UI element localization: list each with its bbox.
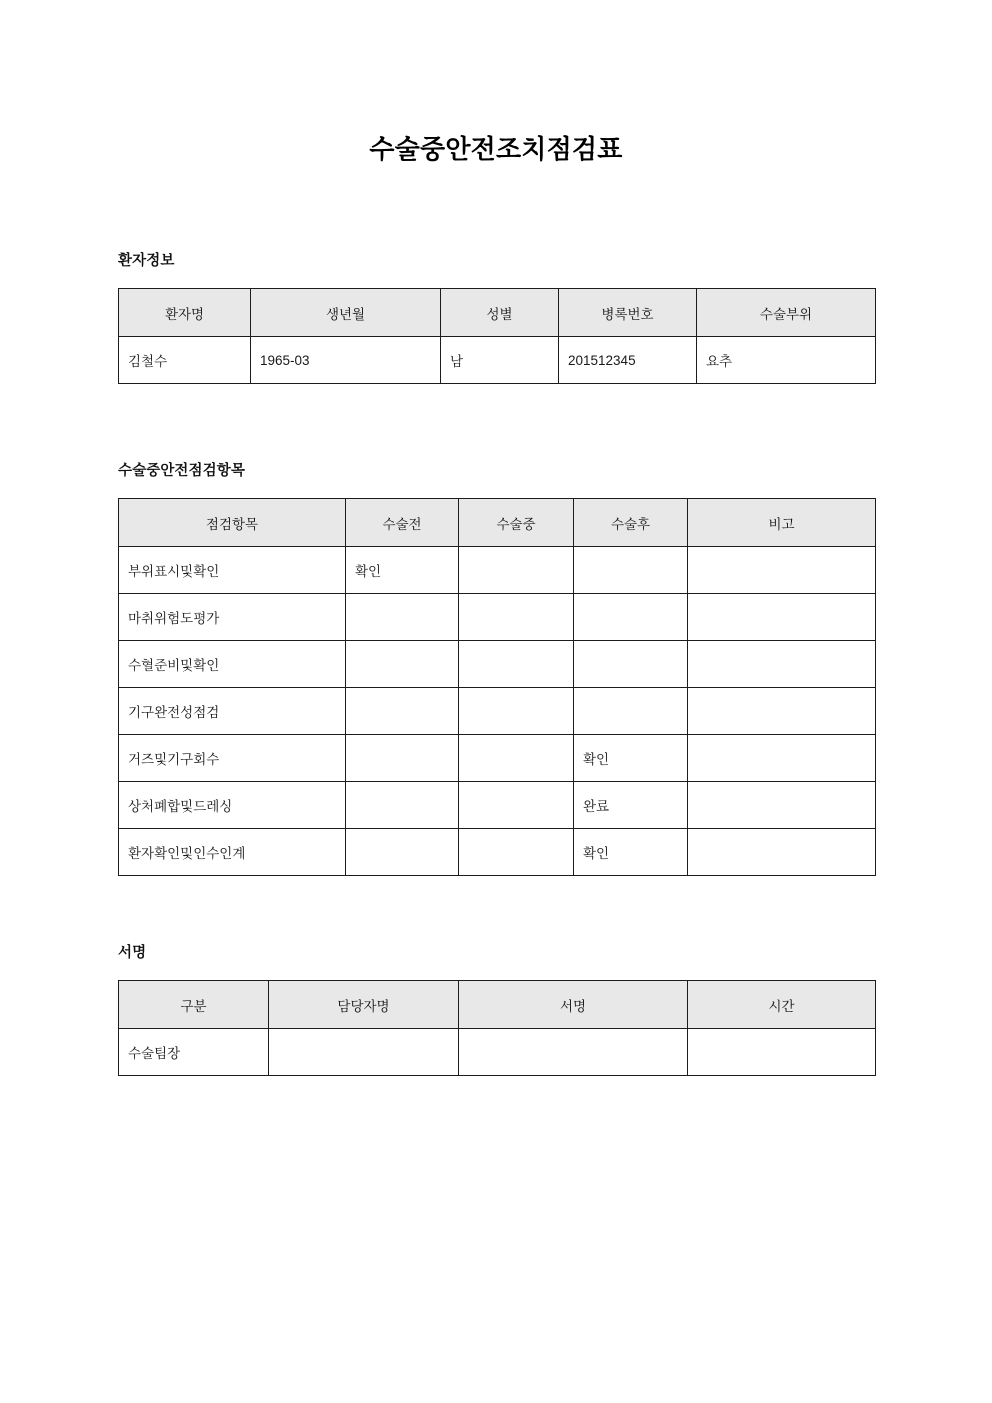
cell-check-item: 상처폐합및드레싱 xyxy=(119,782,346,829)
cell-intra-op[interactable] xyxy=(459,735,574,782)
cell-check-item: 마취위험도평가 xyxy=(119,594,346,641)
column-header-pre-op: 수술전 xyxy=(346,499,459,547)
cell-role: 수술팀장 xyxy=(119,1029,269,1076)
cell-post-op[interactable] xyxy=(574,688,688,735)
cell-person-name[interactable] xyxy=(269,1029,459,1076)
table-row xyxy=(119,782,876,829)
table-header-row xyxy=(119,289,876,337)
cell-post-op[interactable] xyxy=(574,641,688,688)
signature-heading: 서명 xyxy=(118,945,147,961)
cell-chart-number[interactable]: 201512345 xyxy=(559,337,697,384)
cell-post-op[interactable]: 확인 xyxy=(574,735,688,782)
cell-pre-op[interactable]: 확인 xyxy=(346,547,459,594)
signature-table-wrap xyxy=(0,962,992,1076)
cell-pre-op[interactable] xyxy=(346,641,459,688)
cell-intra-op[interactable] xyxy=(459,688,574,735)
cell-pre-op[interactable] xyxy=(346,735,459,782)
column-header-chart-number: 병록번호 xyxy=(559,289,697,337)
cell-remarks[interactable] xyxy=(688,735,876,782)
patient-info-section xyxy=(0,166,992,384)
cell-post-op[interactable] xyxy=(574,547,688,594)
table-row xyxy=(119,641,876,688)
cell-check-item: 환자확인및인수인계 xyxy=(119,829,346,876)
cell-post-op[interactable]: 완료 xyxy=(574,782,688,829)
cell-remarks[interactable] xyxy=(688,829,876,876)
cell-check-item: 거즈및기구회수 xyxy=(119,735,346,782)
table-row xyxy=(119,337,876,384)
table-row xyxy=(119,547,876,594)
cell-sex[interactable]: 남 xyxy=(441,337,559,384)
column-header-sex: 성별 xyxy=(441,289,559,337)
patient-info-table xyxy=(118,288,876,384)
cell-time[interactable] xyxy=(688,1029,876,1076)
table-row xyxy=(119,594,876,641)
column-header-remarks: 비고 xyxy=(688,499,876,547)
cell-pre-op[interactable] xyxy=(346,829,459,876)
cell-post-op[interactable] xyxy=(574,594,688,641)
cell-intra-op[interactable] xyxy=(459,547,574,594)
column-header-intra-op: 수술중 xyxy=(459,499,574,547)
checklist-table-wrap xyxy=(0,480,992,876)
cell-remarks[interactable] xyxy=(688,782,876,829)
column-header-birth-month: 생년월 xyxy=(251,289,441,337)
checklist-section xyxy=(0,384,992,876)
signature-section xyxy=(0,876,992,1076)
cell-intra-op[interactable] xyxy=(459,594,574,641)
table-row xyxy=(119,829,876,876)
cell-remarks[interactable] xyxy=(688,547,876,594)
column-header-check-item: 점검항목 xyxy=(119,499,346,547)
cell-remarks[interactable] xyxy=(688,688,876,735)
cell-intra-op[interactable] xyxy=(459,641,574,688)
table-header-row xyxy=(119,499,876,547)
page-title: 수술중안전조치점검표 xyxy=(369,134,623,164)
column-header-post-op: 수술후 xyxy=(574,499,688,547)
column-header-surgical-site: 수술부위 xyxy=(697,289,876,337)
table-header-row xyxy=(119,981,876,1029)
cell-remarks[interactable] xyxy=(688,594,876,641)
column-header-time: 시간 xyxy=(688,981,876,1029)
cell-remarks[interactable] xyxy=(688,641,876,688)
cell-patient-name[interactable]: 김철수 xyxy=(119,337,251,384)
column-header-role: 구분 xyxy=(119,981,269,1029)
cell-pre-op[interactable] xyxy=(346,688,459,735)
column-header-patient-name: 환자명 xyxy=(119,289,251,337)
cell-pre-op[interactable] xyxy=(346,594,459,641)
patient-info-heading: 환자정보 xyxy=(118,253,175,269)
table-row xyxy=(119,735,876,782)
cell-intra-op[interactable] xyxy=(459,829,574,876)
checklist-table xyxy=(118,498,876,876)
cell-post-op[interactable]: 확인 xyxy=(574,829,688,876)
column-header-signature: 서명 xyxy=(459,981,688,1029)
cell-check-item: 부위표시및확인 xyxy=(119,547,346,594)
cell-intra-op[interactable] xyxy=(459,782,574,829)
checklist-heading: 수술중안전점검항목 xyxy=(118,463,245,479)
cell-surgical-site[interactable]: 요추 xyxy=(697,337,876,384)
table-row xyxy=(119,1029,876,1076)
column-header-person-name: 담당자명 xyxy=(269,981,459,1029)
signature-table xyxy=(118,980,876,1076)
cell-signature[interactable] xyxy=(459,1029,688,1076)
cell-pre-op[interactable] xyxy=(346,782,459,829)
patient-info-table-wrap xyxy=(0,270,992,384)
cell-check-item: 수혈준비및확인 xyxy=(119,641,346,688)
table-row xyxy=(119,688,876,735)
cell-check-item: 기구완전성점검 xyxy=(119,688,346,735)
cell-birth-month[interactable]: 1965-03 xyxy=(251,337,441,384)
